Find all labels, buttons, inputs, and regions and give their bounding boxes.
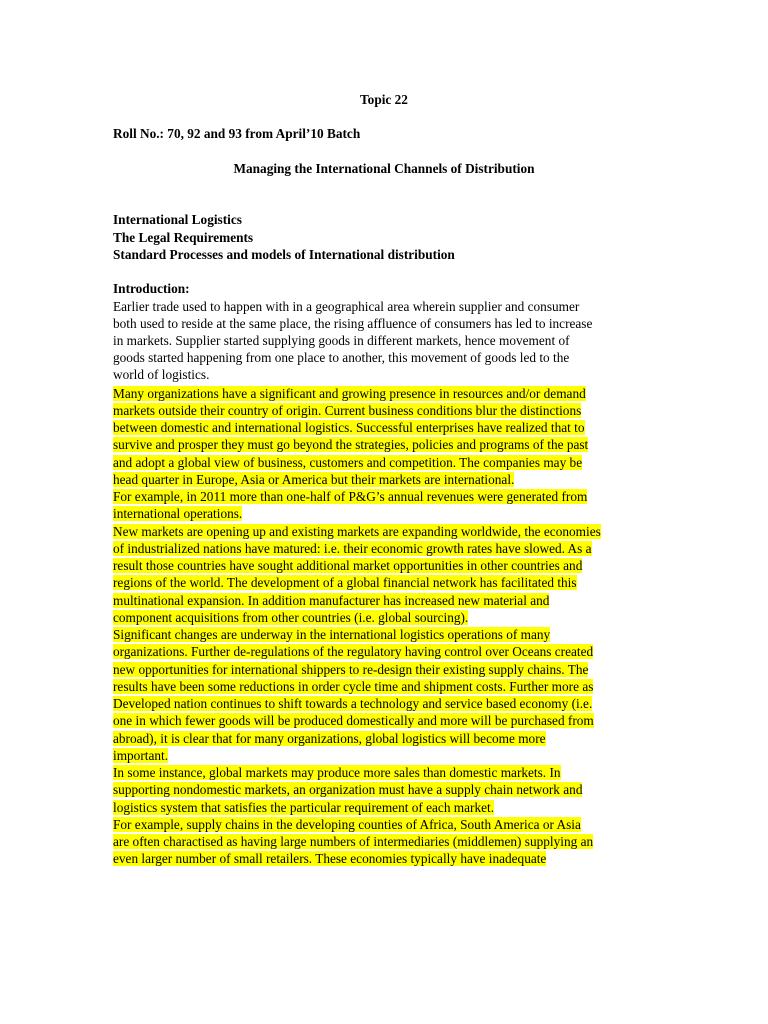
highlighted-line: survive and prosper they must go beyond the strategies, policies and programs of the past (113, 437, 589, 452)
highlighted-line: head quarter in Europe, Asia or America but their markets are international. (113, 472, 515, 487)
highlighted-line: results have been some reductions in order cycle time and shipment costs. Further more as (113, 679, 594, 694)
highlighted-line: Many organizations have a significant and growing presence in resources and/or demand (113, 386, 586, 401)
subheading-standard-processes: Standard Processes and models of International distribution (113, 247, 455, 262)
text-line: goods started happening from one place to another, this movement of goods led to the (113, 350, 570, 365)
highlighted-line: result those countries have sought additional market opportunities in other countries and (113, 558, 583, 573)
highlighted-line: between domestic and international logistics. Successful enterprises have realized that to (113, 420, 585, 435)
highlighted-line: For example, in 2011 more than one-half of P&G’s annual revenues were generated from (113, 489, 588, 504)
highlighted-line: Significant changes are underway in the international logistics operations of many (113, 627, 551, 642)
highlighted-line: organizations. Further de-regulations of the regulatory having control over Oceans created (113, 644, 594, 659)
highlighted-line: component acquisitions from other countries (i.e. global sourcing). (113, 610, 469, 625)
highlighted-line: even larger number of small retailers. These economies typically have inadequate (113, 851, 547, 866)
highlighted-line: New markets are opening up and existing markets are expanding worldwide, the economies (113, 524, 601, 539)
highlighted-line: one in which fewer goods will be produced domestically and more will be purchased from (113, 713, 594, 728)
text-line: in markets. Supplier started supplying goods in different markets, hence movement of (113, 333, 570, 348)
highlighted-line: international operations. (113, 506, 243, 521)
highlighted-line: important. (113, 748, 169, 763)
highlighted-line: supporting nondomestic markets, an organization must have a supply chain network and (113, 782, 583, 797)
highlighted-line: abroad), it is clear that for many organizations, global logistics will become more (113, 731, 546, 746)
text-line: both used to reside at the same place, the rising affluence of consumers has led to increase (113, 316, 593, 331)
introduction-heading: Introduction: (113, 281, 190, 296)
highlighted-line: In some instance, global markets may produce more sales than domestic markets. In (113, 765, 561, 780)
topic-heading: Topic 22 (360, 92, 408, 107)
highlighted-line: of industrialized nations have matured: i.e. their economic growth rates have slowed. As a (113, 541, 592, 556)
highlighted-line: Developed nation continues to shift towards a technology and service based economy (i.e. (113, 696, 593, 711)
text-line: Earlier trade used to happen with in a geographical area wherein supplier and consumer (113, 299, 580, 314)
highlighted-line: regions of the world. The development of a global financial network has facilitated this (113, 575, 577, 590)
highlighted-line: multinational expansion. In addition manufacturer has increased new material and (113, 593, 550, 608)
text-line: world of logistics. (113, 367, 210, 382)
roll-number-line: Roll No.: 70, 92 and 93 from April’10 Batch (113, 126, 361, 141)
highlighted-line: logistics system that satisfies the particular requirement of each market. (113, 800, 495, 815)
highlighted-line: new opportunities for international shippers to re-design their existing supply chains. The (113, 662, 589, 677)
highlighted-line: are often charactised as having large numbers of intermediaries (middlemen) supplying an (113, 834, 594, 849)
highlighted-line: For example, supply chains in the developing counties of Africa, South America or Asia (113, 817, 581, 832)
document-title: Managing the International Channels of Distribution (233, 161, 535, 176)
highlighted-line: markets outside their country of origin. Current business conditions blur the distinctions (113, 403, 582, 418)
highlighted-line: and adopt a global view of business, customers and competition. The companies may be (113, 455, 583, 470)
subheading-international-logistics: International Logistics (113, 212, 242, 227)
subheading-legal-requirements: The Legal Requirements (113, 230, 254, 245)
